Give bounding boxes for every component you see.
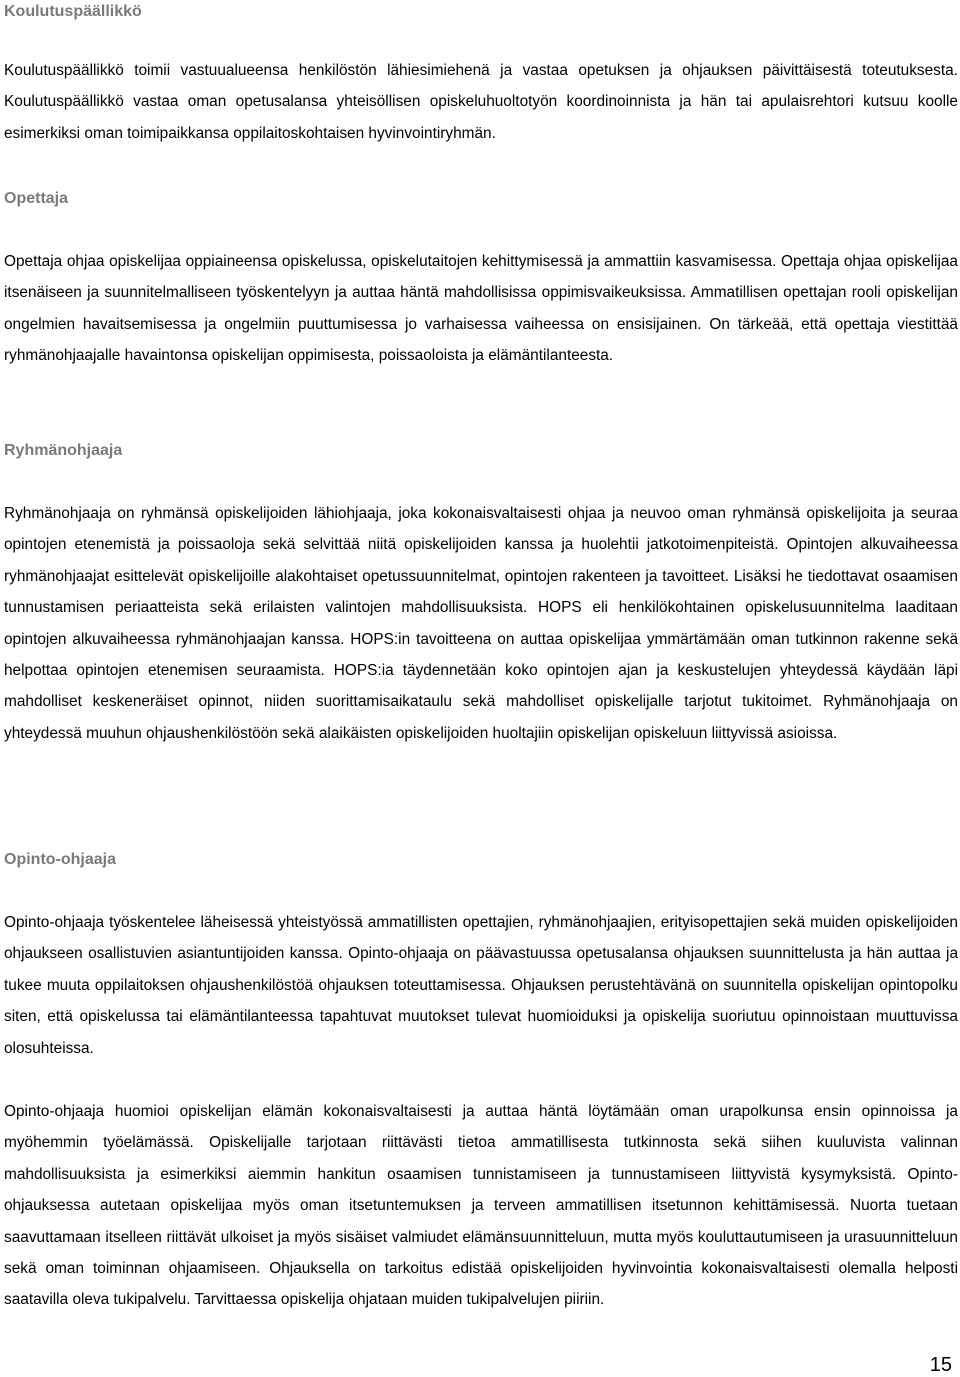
paragraph-opinto-ohjaaja-2: Opinto-ohjaaja huomioi opiskelijan elämän kokonaisvaltaisesti ja auttaa häntä löytämään oman urapolkunsa ensin opinnoissa ja myöhemmin työelämässä. Opiskelijalle tarjotaan riittävästi tietoa ammatillisesta tutkinnosta sekä siihen kuuluvista valinnan mahdollisuuksista ja esimerkiksi aiemmin hankitun osaamisen tunnistamiseen ja tunnustamiseen liittyvistä kysymyksistä. Opinto-ohjauksessa autetaan opiskelijaa myös oman itsetuntemuksen ja terveen ammatillisen itsetunnon kehittämisessä. Nuorta tuetaan saavuttamaan itselleen riittävät ulkoiset ja myös sisäiset valmiudet elämänsuunnitteluun, mutta myös kouluttautumiseen ja urasuunnitteluun sekä oman toiminnan ohjaamiseen. Ohjauksella on tarkoitus edistää opiskelijoiden hyvinvointia kokonaisvaltaisesti olemalla helposti saatavilla oleva tukipalvelu. Tarvittaessa opiskelija ohjataan muiden tukipalvelujen piiriin. <box>4 1103 958 1309</box>
section-heading-koulutuspaallikko: Koulutuspäällikkö <box>4 3 142 20</box>
paragraph-opettaja: Opettaja ohjaa opiskelijaa oppiaineensa opiskelussa, opiskelutaitojen kehittymisessä ja ammattiin kasvamisessa. Opettaja ohjaa opiskelijaa itsenäiseen ja suunnitelmalliseen työskentelyyn ja auttaa häntä mahdollisissa oppimisvaikeuksissa. Ammatillisen opettajan rooli opiskelijan ongelmien havaitsemisessa ja ongelmiin puuttumisessa jo varhaisessa vaiheessa on ensisijainen. On tärkeää, että opettaja viestittää ryhmänohjaajalle havaintonsa opiskelijan oppimisesta, poissaoloista ja elämäntilanteesta. <box>4 253 958 365</box>
paragraph-opinto-ohjaaja-1: Opinto-ohjaaja työskentelee läheisessä yhteistyössä ammatillisten opettajien, ryhmänohjaajien, erityisopettajien sekä muiden opiskelijoiden ohjaukseen osallistuvien asiantuntijoiden kanssa. Opinto-ohjaaja on päävastuussa opetusalansa ohjauksen suunnittelusta ja hän auttaa ja tukee muuta oppilaitoksen ohjaushenkilöstöä ohjauksen toteuttamisessa. Ohjauksen perustehtävänä on suunnitella opiskelijan opintopolku siten, että opiskelussa tai elämäntilanteessa tapahtuvat muutokset tulevat huomioiduksi ja opiskelija suoriutuu opinnoistaan muuttuvissa olosuhteissa. <box>4 914 958 1057</box>
section-heading-opettaja: Opettaja <box>4 190 69 207</box>
paragraph-ryhmanohjaaja: Ryhmänohjaaja on ryhmänsä opiskelijoiden lähiohjaaja, joka kokonaisvaltaisesti ohjaa ja neuvoo oman ryhmänsä opiskelijoita ja seuraa opintojen etenemistä ja poissaoloja sekä selvittää niitä opiskelijoiden kanssa ja huolehtii jatkotoimenpiteistä. Opintojen alkuvaiheessa ryhmänohjaajat esittelevät opiskelijoille alakohtaiset opetussuunnitelmat, opintojen rakenteen ja tavoitteet. Lisäksi he tiedottavat osaamisen tunnustamisen periaatteista sekä erilaisten valintojen mahdollisuuksista. HOPS eli henkilökohtainen opiskelusuunnitelma laaditaan opintojen alkuvaiheessa ryhmänohjaajan kanssa. HOPS:in tavoitteena on auttaa opiskelijaa ymmärtämään oman tutkinnon rakenne sekä helpottaa opintojen etenemisen seuraamista. HOPS:ia täydennetään koko opintojen ajan ja keskustelujen yhteydessä käydään läpi mahdolliset keskeneräiset opinnot, niiden suorittamisaikataulu sekä mahdolliset opiskelijalle tarjotut tukitoimet. Ryhmänohjaaja on yhteydessä muuhun ohjaushenkilöstöön sekä alaikäisten opiskelijoiden huoltajiin opiskelijan opiskeluun liittyvissä asioissa. <box>4 505 958 742</box>
section-heading-opinto-ohjaaja: Opinto-ohjaaja <box>4 851 116 868</box>
page-number: 15 <box>929 1354 952 1376</box>
paragraph-koulutuspaallikko: Koulutuspäällikkö toimii vastuualueensa henkilöstön lähiesimiehenä ja vastaa opetuksen ja ohjauksen päivittäisestä toteutuksesta. Koulutuspäällikkö vastaa oman opetusalansa yhteisöllisen opiskeluhuoltotyön koordinoinnista ja hän tai apulaisrehtori kutsuu koolle esimerkiksi oman toimipaikkansa oppilaitoskohtaisen hyvinvointiryhmän. <box>4 62 958 142</box>
section-heading-ryhmanohjaaja: Ryhmänohjaaja <box>4 442 123 459</box>
